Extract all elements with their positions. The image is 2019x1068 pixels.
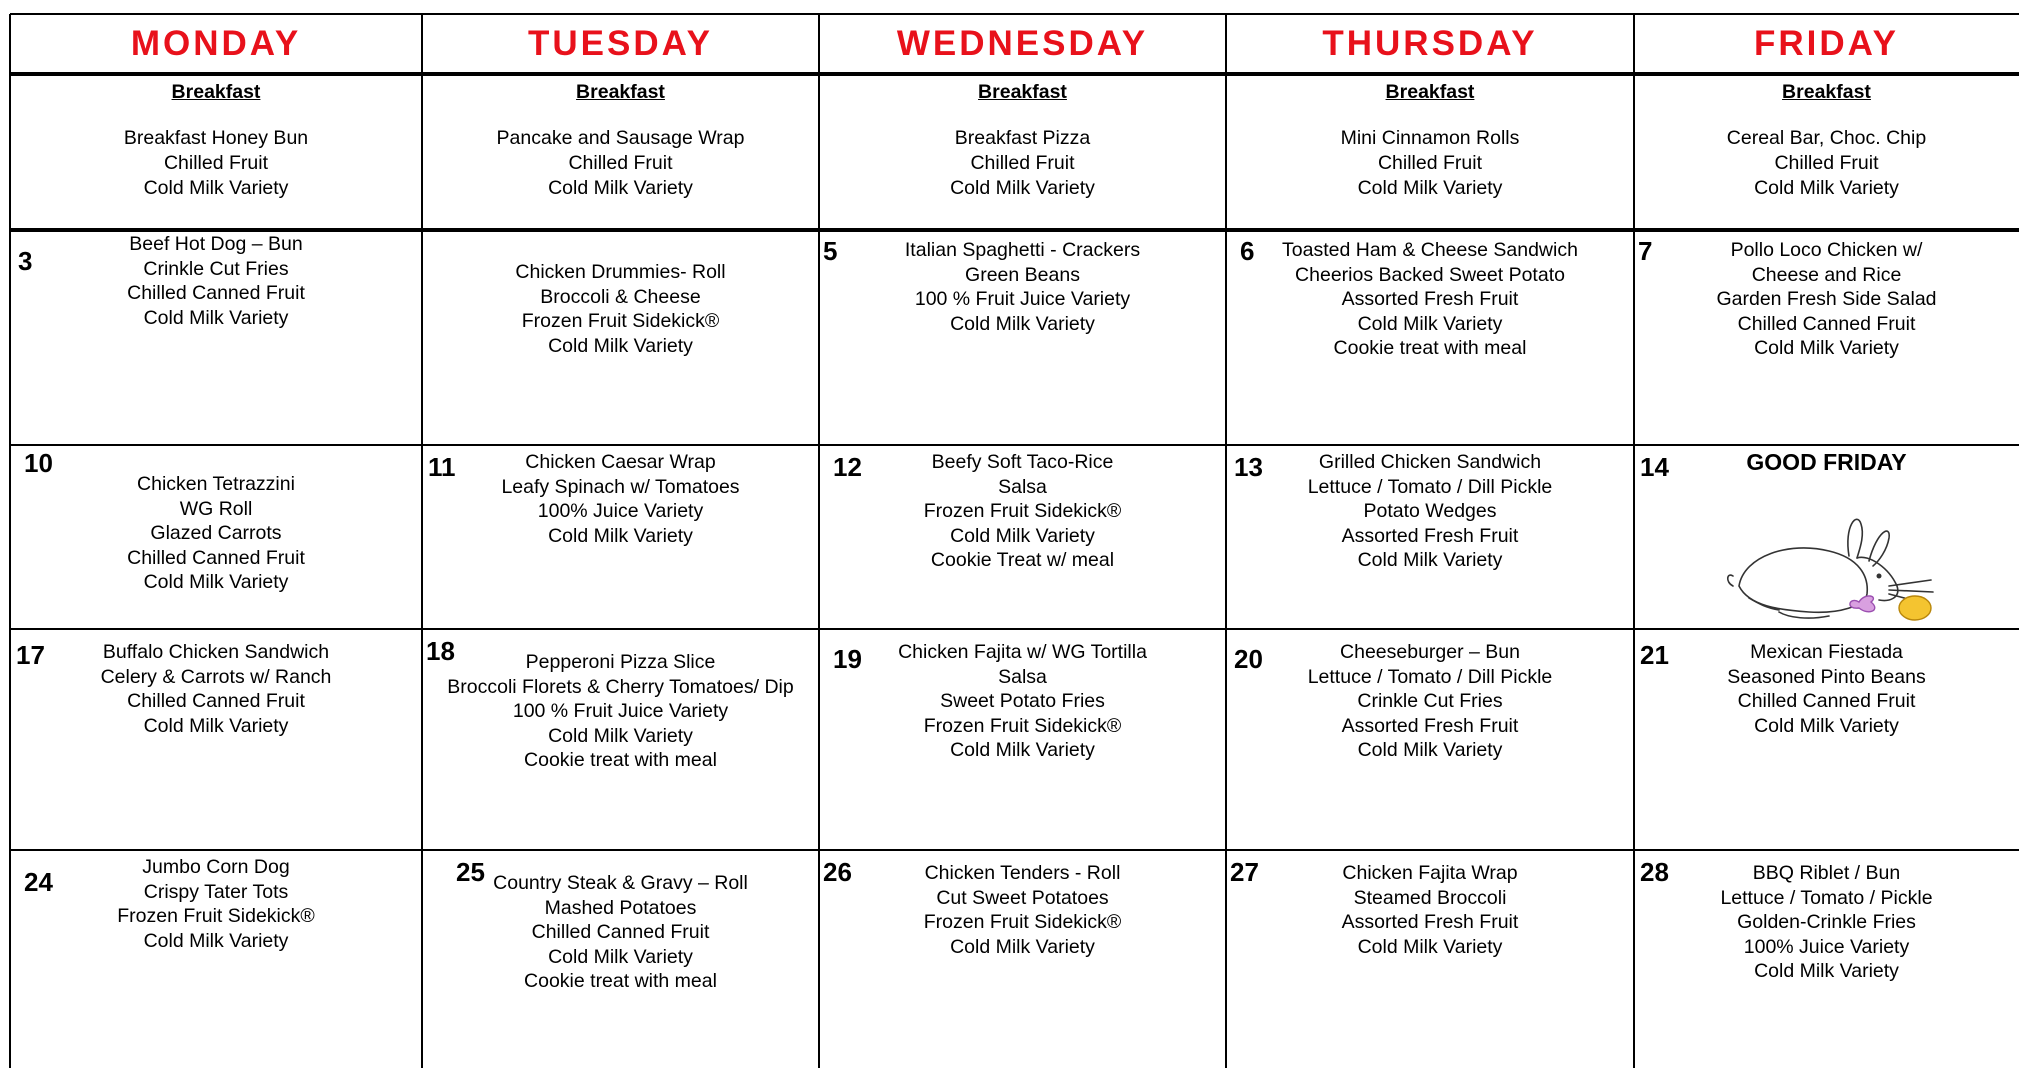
- menu-item: Pepperoni Pizza Slice: [525, 651, 716, 673]
- menu-item: Country Steak & Gravy – Roll: [493, 872, 748, 894]
- menu-item: Broccoli & Cheese: [540, 285, 701, 308]
- day-number: 20: [1234, 644, 1263, 674]
- day-cell: [422, 446, 819, 628]
- menu-item: Cold Milk Variety: [1754, 960, 1899, 983]
- menu-item: Leafy Spinach w/ Tomatoes: [501, 475, 740, 498]
- menu-item: Chilled Fruit: [163, 152, 269, 174]
- breakfast-cell: [422, 80, 819, 228]
- menu-item: Cereal Bar, Choc. Chip: [1726, 127, 1927, 149]
- menu-item-list: [1226, 640, 1634, 763]
- menu-item: Cold Milk Variety: [1357, 739, 1503, 762]
- day-cell: [819, 232, 1226, 444]
- menu-item: 100% Juice Variety: [537, 500, 704, 523]
- menu-item: Golden-Crinkle Fries: [1737, 911, 1916, 934]
- day-cell: [10, 446, 422, 628]
- menu-item: BBQ Riblet / Bun: [1752, 862, 1901, 884]
- menu-item-list: [422, 260, 819, 358]
- menu-item: Chicken Tenders - Roll: [924, 862, 1121, 884]
- day-number: 27: [1230, 857, 1259, 887]
- menu-item-list: [422, 871, 819, 994]
- breakfast-title: Breakfast: [576, 81, 665, 103]
- menu-item: Frozen Fruit Sidekick®: [923, 500, 1122, 523]
- breakfast-title: Breakfast: [978, 81, 1067, 103]
- menu-item-list: [10, 472, 422, 595]
- menu-item: Cold Milk Variety: [548, 945, 693, 968]
- day-cell: [1634, 851, 2019, 1068]
- menu-item: Cold Milk Variety: [950, 177, 1095, 199]
- day-number: 12: [833, 452, 862, 482]
- menu-item: Crinkle Cut Fries: [1357, 690, 1503, 713]
- menu-item: Chicken Fajita w/ WG Tortilla: [898, 641, 1147, 663]
- day-header: TUESDAY: [527, 24, 714, 63]
- breakfast-title: Breakfast: [171, 81, 261, 103]
- breakfast-title: Breakfast: [1782, 81, 1871, 103]
- menu-item-list: [1226, 238, 1634, 361]
- menu-item: Italian Spaghetti - Crackers: [904, 239, 1141, 261]
- menu-item: Cold Milk Variety: [1357, 935, 1503, 958]
- menu-item: Frozen Fruit Sidekick®: [923, 714, 1122, 737]
- menu-item: Cold Milk Variety: [548, 724, 693, 747]
- menu-item: Potato Wedges: [1363, 500, 1497, 523]
- menu-item: Chilled Canned Fruit: [1737, 312, 1916, 335]
- menu-item-list: [1634, 450, 2019, 475]
- day-number: 18: [426, 636, 455, 666]
- menu-item: 100 % Fruit Juice Variety: [914, 288, 1131, 311]
- menu-item: Breakfast Pizza: [954, 127, 1091, 149]
- menu-item: Mashed Potatoes: [544, 896, 697, 919]
- menu-item: Chilled Canned Fruit: [127, 282, 305, 305]
- day-number: 26: [823, 857, 852, 887]
- day-cell: [422, 851, 819, 1068]
- menu-item: Cold Milk Variety: [1357, 312, 1503, 335]
- menu-item: Chicken Drummies- Roll: [515, 261, 726, 283]
- holiday-label: GOOD FRIDAY: [1746, 449, 1907, 475]
- menu-item: Cold Milk Variety: [548, 524, 693, 547]
- day-header: WEDNESDAY: [896, 24, 1149, 63]
- menu-item: Chilled Canned Fruit: [127, 546, 305, 569]
- menu-item: Assorted Fresh Fruit: [1341, 288, 1519, 311]
- menu-item: Cold Milk Variety: [1754, 714, 1899, 737]
- menu-item-list: [10, 855, 422, 953]
- day-cell: [1226, 630, 1634, 849]
- menu-item: Beefy Soft Taco-Rice: [931, 451, 1114, 473]
- menu-item-list: [1634, 640, 2019, 738]
- menu-item: Salsa: [998, 475, 1047, 498]
- menu-item: Salsa: [998, 665, 1047, 688]
- menu-item: Frozen Fruit Sidekick®: [117, 905, 315, 928]
- day-number: 17: [16, 640, 45, 670]
- menu-item: Buffalo Chicken Sandwich: [102, 641, 330, 663]
- menu-item: Cookie Treat w/ meal: [930, 549, 1115, 572]
- menu-item: Cheese and Rice: [1751, 263, 1902, 286]
- menu-item: Lettuce / Tomato / Dill Pickle: [1307, 665, 1553, 688]
- menu-item: Breakfast Honey Bun: [123, 127, 309, 149]
- menu-item: Cheeseburger – Bun: [1340, 641, 1520, 663]
- menu-item-list: [819, 450, 1226, 573]
- menu-item-list: [422, 650, 819, 773]
- menu-item: Beef Hot Dog – Bun: [129, 233, 303, 255]
- menu-item: Assorted Fresh Fruit: [1341, 911, 1519, 934]
- menu-item: Pollo Loco Chicken w/: [1730, 239, 1923, 261]
- day-cell: [10, 232, 422, 444]
- day-cell: [1634, 232, 2019, 444]
- menu-item: Seasoned Pinto Beans: [1727, 665, 1926, 688]
- day-number: 28: [1640, 857, 1669, 887]
- menu-item: Celery & Carrots w/ Ranch: [100, 665, 332, 688]
- breakfast-title: Breakfast: [1385, 81, 1475, 103]
- menu-item: Chicken Tetrazzini: [137, 473, 295, 495]
- menu-item: Toasted Ham & Cheese Sandwich: [1282, 239, 1578, 261]
- menu-item-list: [819, 238, 1226, 336]
- menu-item-list: [1226, 450, 1634, 573]
- menu-item: Lettuce / Tomato / Pickle: [1720, 886, 1933, 909]
- menu-item: WG Roll: [179, 497, 253, 520]
- menu-item: Frozen Fruit Sidekick®: [521, 310, 720, 333]
- day-number: 14: [1640, 452, 1669, 482]
- menu-item: Cold Milk Variety: [1357, 177, 1503, 199]
- day-number: 6: [1240, 236, 1255, 266]
- menu-item: Sweet Potato Fries: [940, 690, 1105, 713]
- day-cell: [422, 232, 819, 444]
- grid-horizontal-rule: [10, 72, 2019, 76]
- menu-item: Cold Milk Variety: [1754, 177, 1899, 199]
- easter-bunny-icon: [1719, 506, 1949, 636]
- day-number: 5: [823, 236, 838, 266]
- day-header: THURSDAY: [1322, 24, 1538, 63]
- menu-item: Chilled Fruit: [1377, 152, 1483, 174]
- day-number: 13: [1234, 452, 1263, 482]
- menu-item-list: [1226, 861, 1634, 959]
- day-number: 19: [833, 644, 862, 674]
- menu-item: Cold Milk Variety: [143, 306, 289, 329]
- day-number: 10: [24, 448, 53, 478]
- menu-item-list: [819, 640, 1226, 763]
- menu-item: Cut Sweet Potatoes: [936, 886, 1109, 909]
- menu-item: Chilled Canned Fruit: [1737, 690, 1916, 713]
- menu-item: Assorted Fresh Fruit: [1341, 714, 1519, 737]
- menu-item: Cold Milk Variety: [1754, 337, 1899, 360]
- menu-item: 100 % Fruit Juice Variety: [512, 700, 729, 723]
- day-cell: [1226, 446, 1634, 628]
- menu-item: Crinkle Cut Fries: [143, 257, 289, 280]
- menu-item: Chicken Fajita Wrap: [1342, 862, 1518, 884]
- menu-item-list: [819, 861, 1226, 959]
- day-number: 11: [428, 452, 456, 482]
- menu-item: Cold Milk Variety: [143, 177, 289, 199]
- menu-item: Frozen Fruit Sidekick®: [923, 911, 1122, 934]
- day-header: FRIDAY: [1753, 24, 1900, 63]
- menu-item: Cold Milk Variety: [143, 929, 289, 952]
- menu-item: Cold Milk Variety: [950, 312, 1095, 335]
- menu-item: Cold Milk Variety: [950, 524, 1095, 547]
- day-cell: [422, 630, 819, 849]
- menu-item: Cookie treat with meal: [524, 749, 717, 772]
- menu-item: Jumbo Corn Dog: [142, 856, 290, 878]
- menu-item: Lettuce / Tomato / Dill Pickle: [1307, 475, 1553, 498]
- menu-item: Chicken Caesar Wrap: [525, 451, 716, 473]
- day-number: 3: [18, 246, 33, 276]
- day-cell: [10, 851, 422, 1068]
- menu-item: Pancake and Sausage Wrap: [496, 127, 745, 149]
- menu-item: Grilled Chicken Sandwich: [1318, 451, 1542, 473]
- breakfast-cell: [1634, 80, 2019, 228]
- menu-item: Cold Milk Variety: [950, 935, 1095, 958]
- menu-item: Steamed Broccoli: [1353, 886, 1507, 909]
- breakfast-cell: [819, 80, 1226, 228]
- menu-item: Mexican Fiestada: [1750, 641, 1903, 663]
- menu-item: Crispy Tater Tots: [143, 880, 289, 903]
- menu-item-list: [1634, 238, 2019, 361]
- menu-item: Cold Milk Variety: [1357, 549, 1503, 572]
- day-number: 25: [456, 857, 485, 887]
- day-cell: [819, 851, 1226, 1068]
- menu-item-list: [10, 640, 422, 738]
- menu-item: 100% Juice Variety: [1743, 935, 1910, 958]
- menu-item: Cookie treat with meal: [1333, 337, 1527, 360]
- day-cell: [819, 630, 1226, 849]
- menu-item: Cookie treat with meal: [524, 970, 717, 993]
- menu-item-list: [1634, 861, 2019, 984]
- menu-item: Cold Milk Variety: [143, 571, 289, 594]
- day-cell: [819, 446, 1226, 628]
- breakfast-cell: [10, 80, 422, 228]
- day-header: MONDAY: [130, 24, 302, 63]
- day-cell: [10, 630, 422, 849]
- grid-horizontal-rule: [10, 13, 2019, 15]
- menu-item: Cold Milk Variety: [950, 739, 1095, 762]
- day-number: 24: [24, 867, 53, 897]
- day-number: 7: [1638, 236, 1653, 266]
- menu-item: Cold Milk Variety: [143, 714, 289, 737]
- menu-item: Chilled Fruit: [1774, 152, 1879, 174]
- day-cell: [1226, 232, 1634, 444]
- menu-item: Garden Fresh Side Salad: [1716, 288, 1937, 311]
- menu-item-list: [422, 450, 819, 548]
- menu-item: Cheerios Backed Sweet Potato: [1295, 263, 1565, 286]
- menu-item: Broccoli Florets & Cherry Tomatoes/ Dip: [447, 675, 794, 698]
- menu-item: Cold Milk Variety: [548, 177, 693, 199]
- menu-item: Assorted Fresh Fruit: [1341, 524, 1519, 547]
- day-cell: [1634, 630, 2019, 849]
- menu-item: Chilled Canned Fruit: [531, 921, 710, 944]
- menu-item: Cold Milk Variety: [548, 334, 693, 357]
- day-number: 21: [1640, 640, 1669, 670]
- menu-item: Chilled Canned Fruit: [127, 690, 305, 713]
- menu-item: Chilled Fruit: [568, 152, 673, 174]
- menu-item-list: [10, 232, 422, 330]
- menu-item: Chilled Fruit: [970, 152, 1075, 174]
- menu-item: Mini Cinnamon Rolls: [1340, 127, 1520, 149]
- day-cell: [1226, 851, 1634, 1068]
- menu-item: Green Beans: [965, 263, 1080, 286]
- menu-item: Glazed Carrots: [150, 522, 282, 545]
- day-cell: [1634, 446, 2019, 628]
- breakfast-cell: [1226, 80, 1634, 228]
